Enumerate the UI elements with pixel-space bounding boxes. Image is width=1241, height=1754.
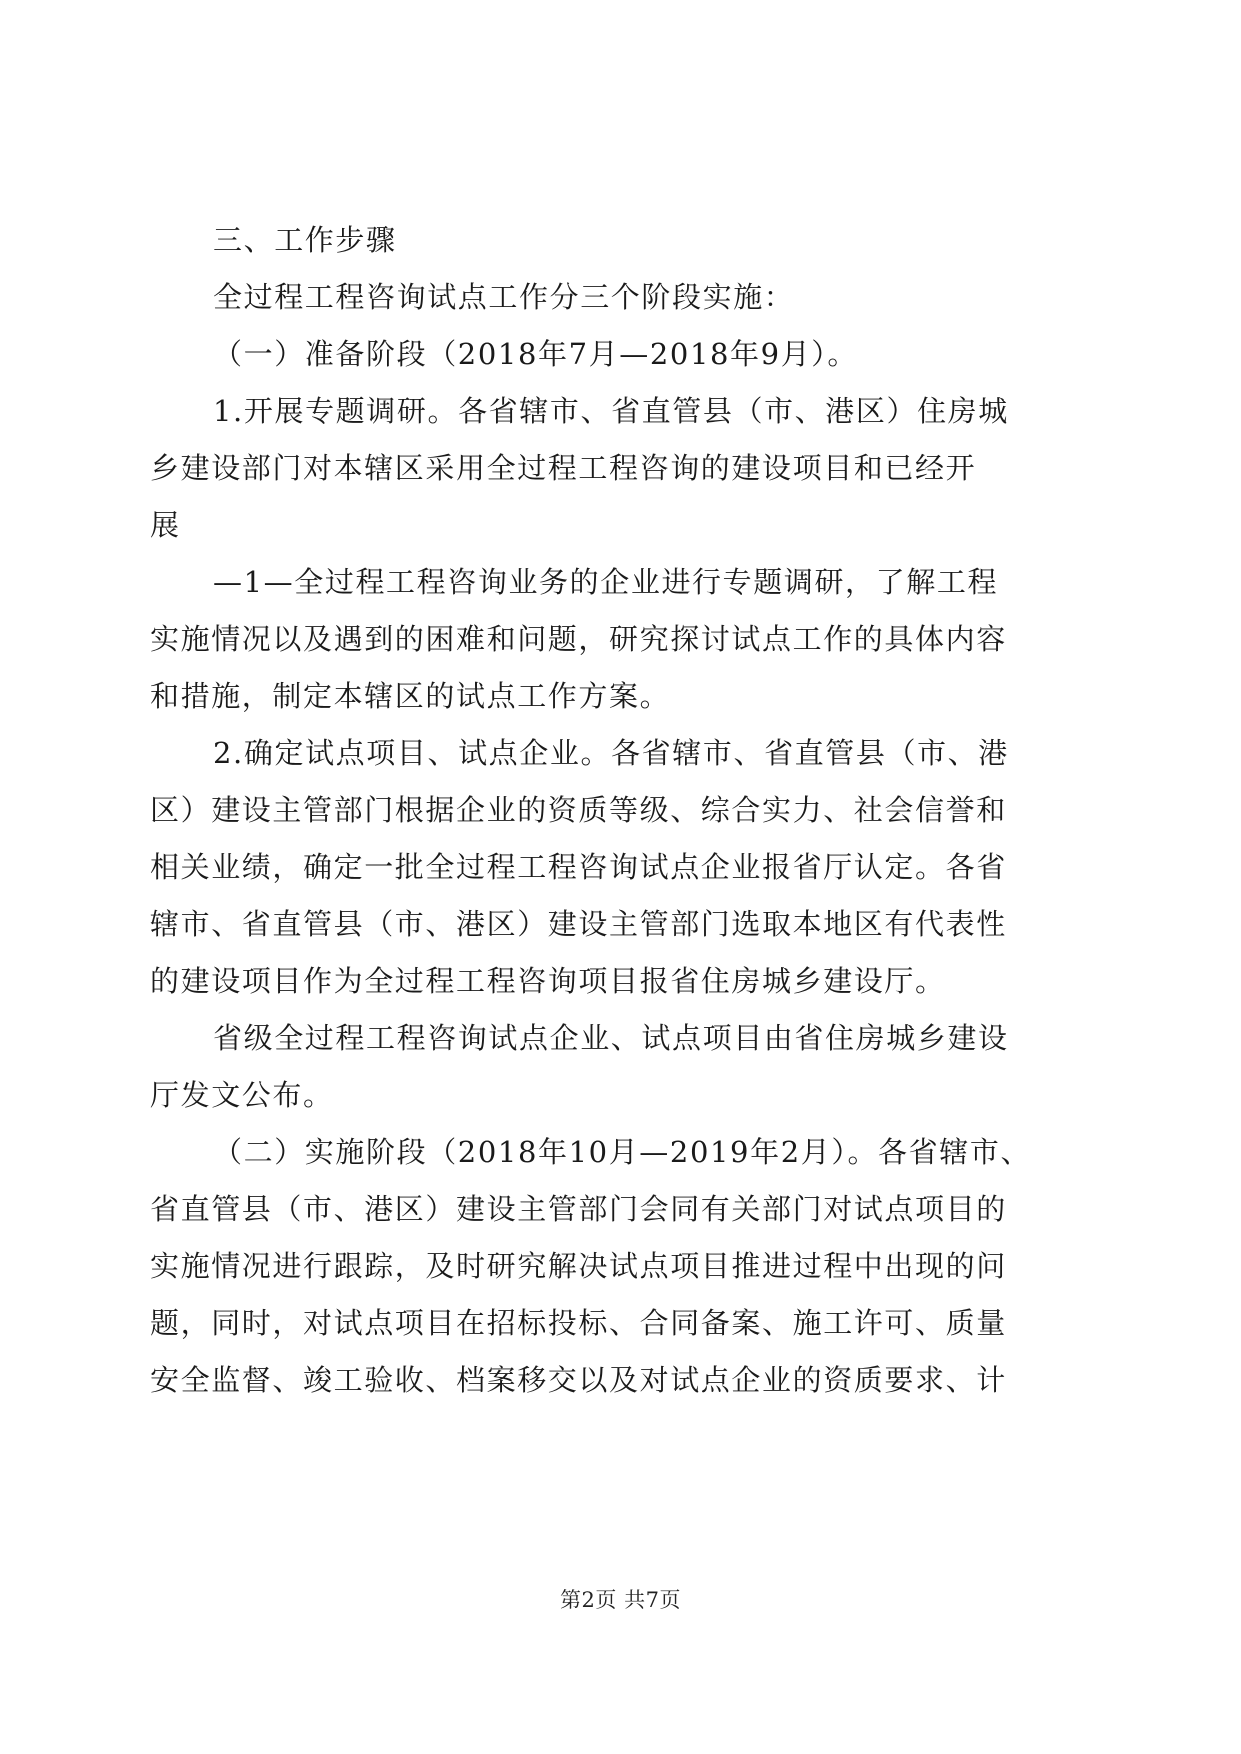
body-line: 区）建设主管部门根据企业的资质等级、综合实力、社会信誉和 xyxy=(150,793,1007,827)
stage2-heading-line: （二）实施阶段（2018年10月—2019年2月）。各省辖市、 xyxy=(213,1135,1032,1169)
body-line: 1.开展专题调研。各省辖市、省直管县（市、港区）住房城 xyxy=(213,394,1009,428)
body-line: 乡建设部门对本辖区采用全过程工程咨询的建设项目和已经开 xyxy=(150,451,977,485)
page-number-footer: 第2页 共7页 xyxy=(560,1588,681,1612)
section-heading: 三、工作步骤 xyxy=(213,223,397,257)
intro-paragraph: 全过程工程咨询试点工作分三个阶段实施： xyxy=(213,280,795,314)
body-line: 的建设项目作为全过程工程咨询项目报省住房城乡建设厅。 xyxy=(150,964,946,998)
body-line: 实施情况以及遇到的困难和问题，研究探讨试点工作的具体内容 xyxy=(150,622,1007,656)
body-line: 2.确定试点项目、试点企业。各省辖市、省直管县（市、港 xyxy=(213,736,1009,770)
stage1-heading: （一）准备阶段（2018年7月—2018年9月）。 xyxy=(213,337,859,371)
body-line: 和措施，制定本辖区的试点工作方案。 xyxy=(150,679,671,713)
body-line: 省级全过程工程咨询试点企业、试点项目由省住房城乡建设 xyxy=(213,1021,1009,1055)
body-line: 实施情况进行跟踪，及时研究解决试点项目推进过程中出现的问 xyxy=(150,1249,1007,1283)
body-line: 相关业绩，确定一批全过程工程咨询试点企业报省厅认定。各省 xyxy=(150,850,1007,884)
body-line: 辖市、省直管县（市、港区）建设主管部门选取本地区有代表性 xyxy=(150,907,1007,941)
body-line: 厅发文公布。 xyxy=(150,1078,334,1112)
body-line: 省直管县（市、港区）建设主管部门会同有关部门对试点项目的 xyxy=(150,1192,1007,1226)
body-line: 展 xyxy=(150,508,181,542)
body-line: 题，同时，对试点项目在招标投标、合同备案、施工许可、质量 xyxy=(150,1306,1007,1340)
body-line: —1—全过程工程咨询业务的企业进行专题调研，了解工程 xyxy=(213,565,999,599)
body-line: 安全监督、竣工验收、档案移交以及对试点企业的资质要求、计 xyxy=(150,1363,1007,1397)
